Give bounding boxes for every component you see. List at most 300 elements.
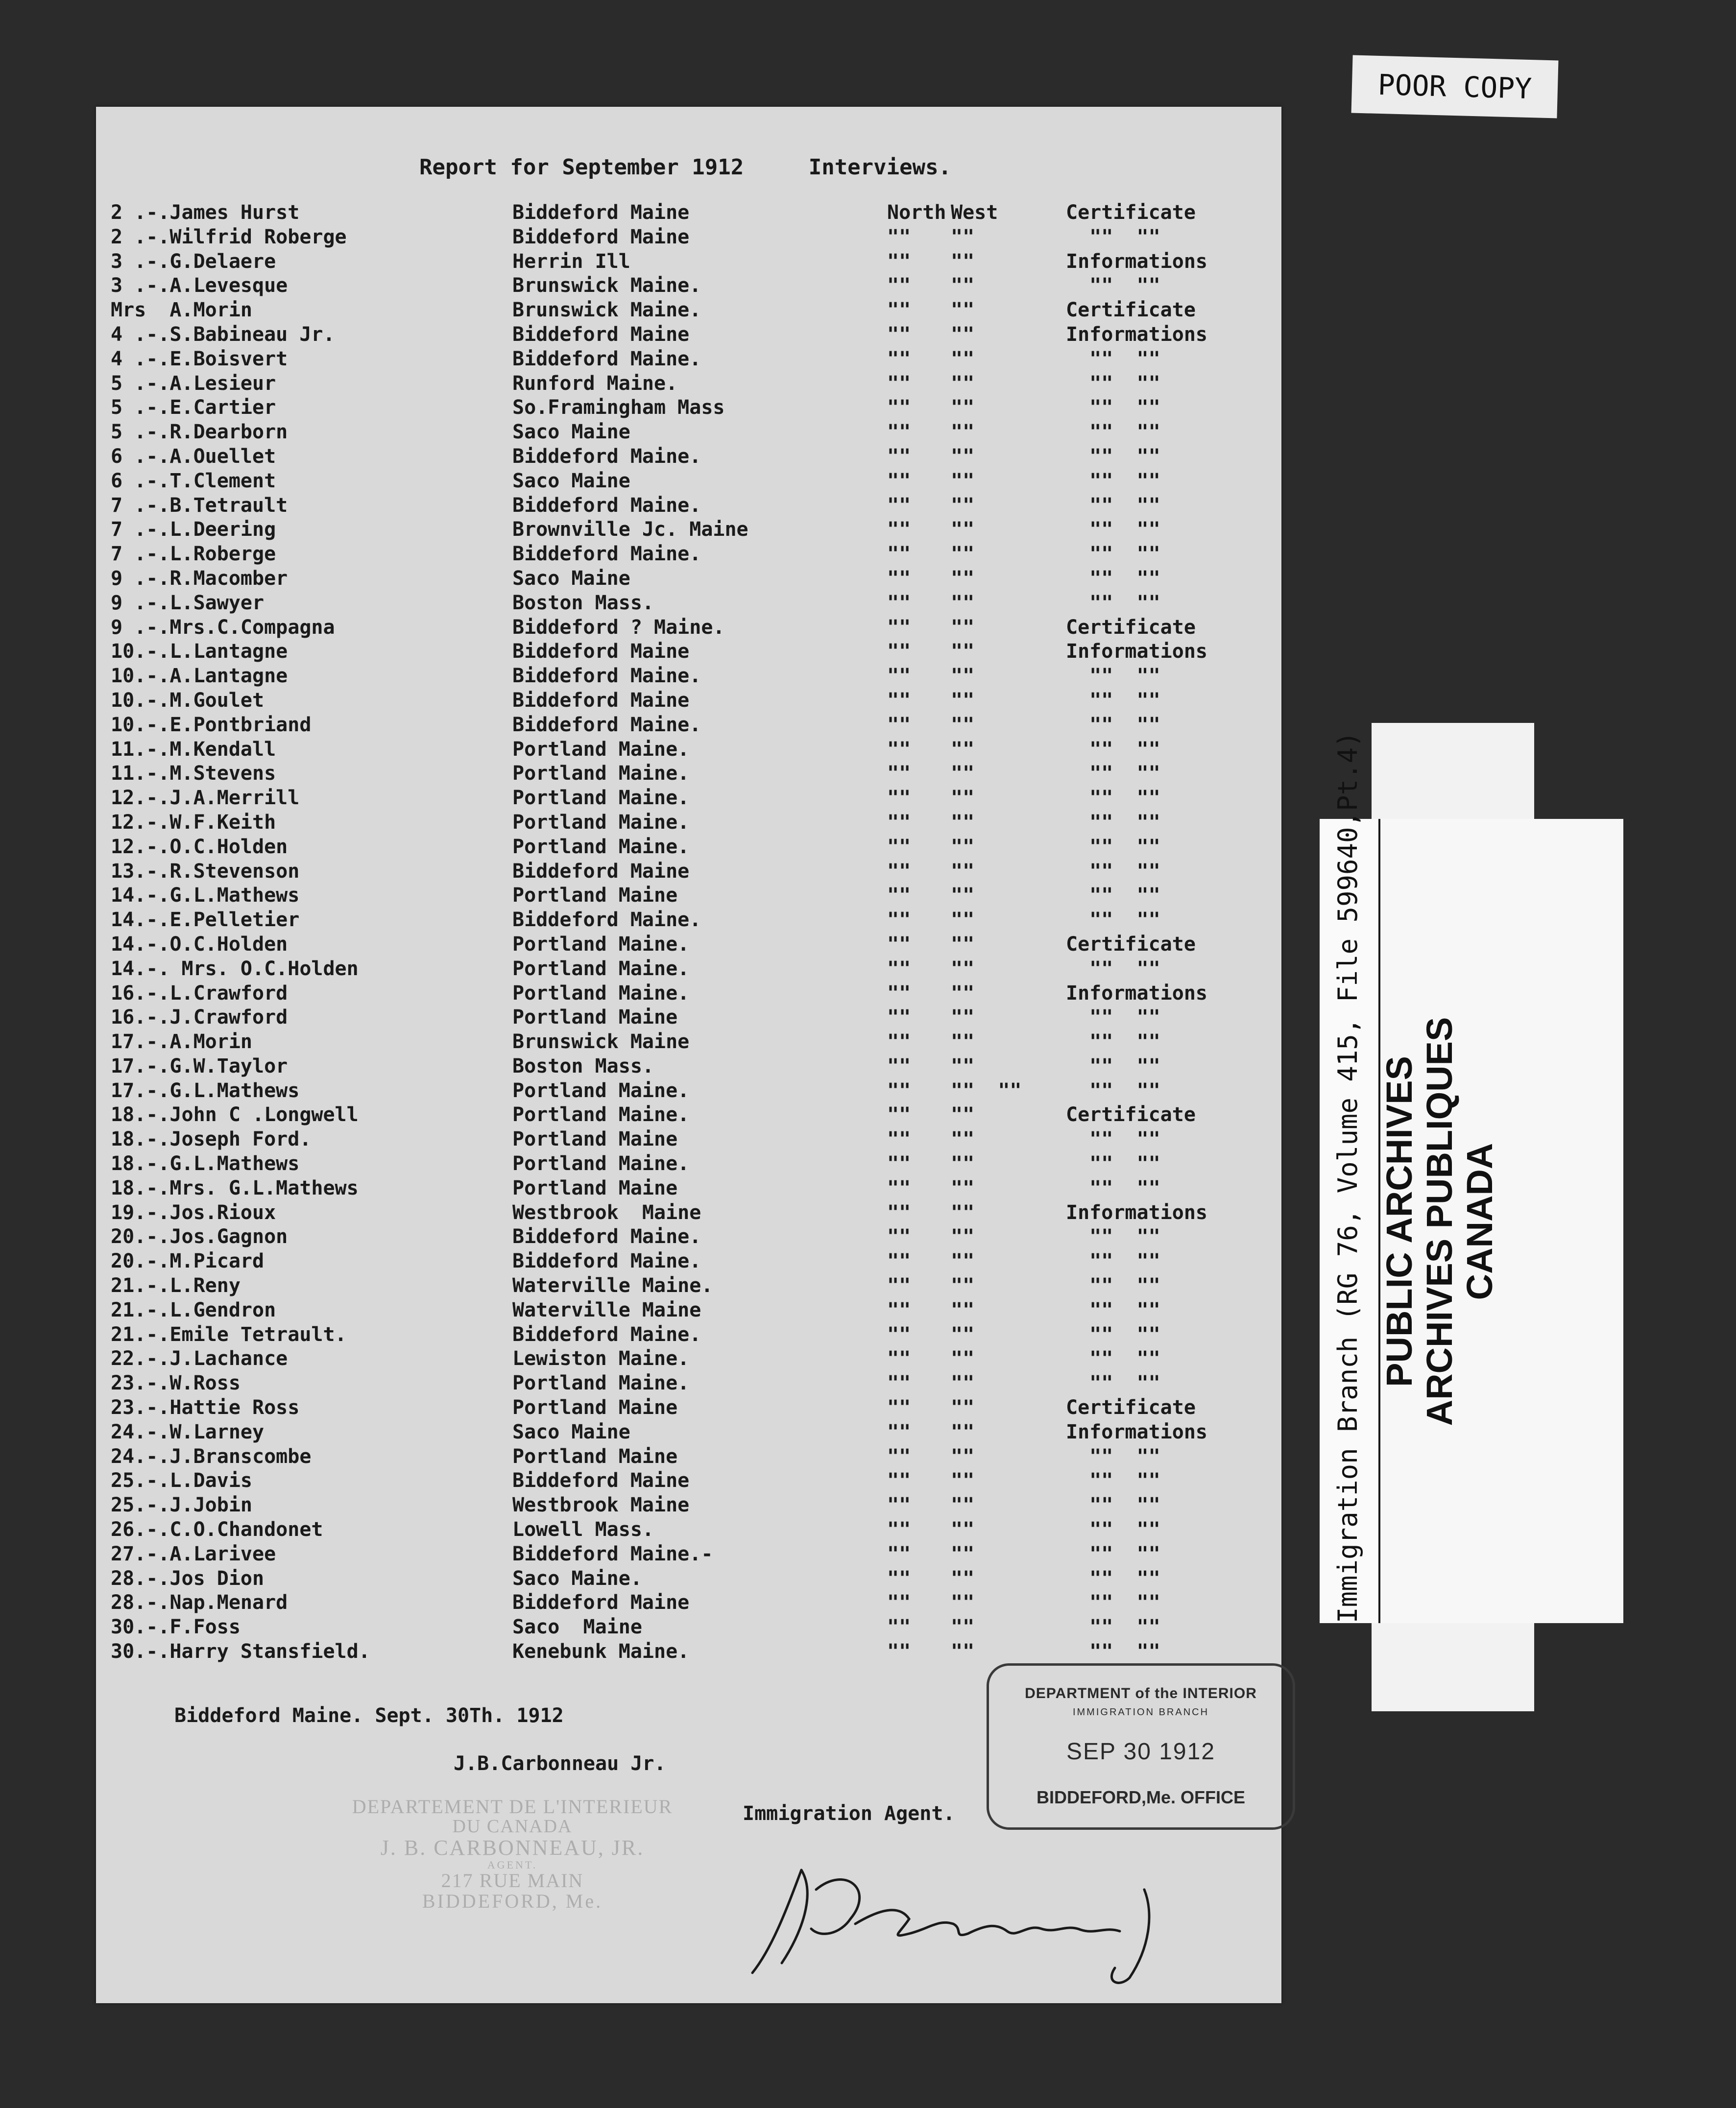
interview-day-name: 30.-.Harry Stansfield. — [111, 1640, 370, 1663]
region-north: "" — [887, 689, 911, 712]
interview-day-name: 13.-.R.Stevenson — [111, 860, 300, 883]
list-item — [96, 1201, 1281, 1225]
region-north: "" — [887, 665, 911, 688]
archive-line-3: CANADA — [1459, 1143, 1500, 1300]
region-west: "" — [951, 372, 975, 395]
interview-place: So.Framingham Mass — [512, 396, 725, 419]
region-north: "" — [887, 250, 911, 273]
region-north: "" — [887, 494, 911, 517]
list-item — [96, 396, 1281, 420]
list-item — [96, 860, 1281, 884]
list-item — [96, 762, 1281, 786]
list-item — [96, 542, 1281, 567]
interview-type: "" "" — [1066, 274, 1160, 297]
region-west: "" — [951, 299, 975, 322]
interview-place: Portland Maine. — [512, 835, 690, 858]
interview-day-name: 5 .-.A.Lesieur — [111, 372, 276, 395]
interview-place: Portland Maine — [512, 1006, 678, 1029]
region-west: "" — [951, 1420, 975, 1443]
interview-day-name: 16.-.J.Crawford — [111, 1006, 288, 1029]
interview-day-name: 6 .-.A.Ouellet — [111, 445, 276, 468]
interview-day-name: 4 .-.E.Boisvert — [111, 347, 288, 370]
region-west: "" — [951, 738, 975, 761]
region-north: "" — [887, 1225, 911, 1248]
region-north: "" — [887, 1494, 911, 1517]
region-west: "" — [951, 909, 975, 932]
interview-type: "" "" — [1066, 811, 1160, 834]
interview-type: "" "" — [1066, 347, 1160, 370]
region-west: "" — [951, 1518, 975, 1541]
region-north: "" — [887, 713, 911, 736]
region-west: "" — [951, 835, 975, 858]
region-north: "" — [887, 1591, 911, 1614]
interview-type: "" "" — [1066, 884, 1160, 907]
region-west: "" — [951, 1103, 975, 1126]
region-west: "" — [951, 1201, 975, 1224]
region-north: North — [887, 201, 946, 224]
interview-type: "" "" — [1066, 1250, 1160, 1273]
interview-day-name: 14.-.E.Pelletier — [111, 909, 300, 932]
interview-place: Portland Maine — [512, 1396, 678, 1419]
interview-day-name: 17.-.G.L.Mathews — [111, 1079, 300, 1102]
region-north: "" — [887, 1372, 911, 1395]
interview-place: Waterville Maine — [512, 1298, 701, 1321]
list-item — [96, 835, 1281, 860]
interview-type: "" "" — [1066, 591, 1160, 614]
region-west: "" — [951, 567, 975, 590]
region-north: "" — [887, 738, 911, 761]
region-north: "" — [887, 591, 911, 614]
interview-place: Herrin Ill — [512, 250, 630, 273]
interview-type: "" "" — [1066, 1006, 1160, 1029]
list-item — [96, 298, 1281, 323]
interview-day-name: 16.-.L.Crawford — [111, 982, 288, 1005]
region-west: "" — [951, 347, 975, 370]
interview-place: Portland Maine — [512, 1128, 678, 1151]
interview-place: Portland Maine — [512, 884, 678, 907]
list-item — [96, 811, 1281, 835]
interview-type: "" "" — [1066, 518, 1160, 541]
region-north: "" — [887, 1274, 911, 1297]
interview-place: Biddeford Maine — [512, 225, 690, 248]
region-west: "" — [951, 1347, 975, 1370]
list-item — [96, 1298, 1281, 1323]
list-item — [96, 1591, 1281, 1615]
list-item — [96, 1152, 1281, 1176]
interview-day-name: 10.-.M.Goulet — [111, 689, 265, 712]
archive-reference: Immigration Branch (RG 76, Volume 415, File 599640,Pt.4) — [1332, 731, 1363, 1623]
list-item — [96, 1371, 1281, 1396]
interview-day-name: 24.-.J.Branscombe — [111, 1445, 312, 1468]
region-west: "" — [951, 665, 975, 688]
stamp-office: BIDDEFORD,Me. OFFICE — [1036, 1787, 1245, 1807]
interview-day-name: 27.-.A.Larivee — [111, 1542, 276, 1565]
list-item — [96, 1518, 1281, 1542]
interview-type: "" "" — [1066, 1591, 1160, 1614]
region-west: "" — [951, 860, 975, 883]
interview-place: Runford Maine. — [512, 372, 678, 395]
interview-type: "" "" — [1066, 1176, 1160, 1199]
region-north: "" — [887, 1030, 911, 1054]
list-item — [96, 1225, 1281, 1249]
interview-type: "" "" — [1066, 1347, 1160, 1370]
region-west: "" — [951, 689, 975, 712]
interview-day-name: 18.-.Mrs. G.L.Mathews — [111, 1176, 359, 1199]
interview-day-name: 3 .-.A.Levesque — [111, 274, 288, 297]
region-north: "" — [887, 957, 911, 980]
interview-place: Biddeford Maine — [512, 201, 690, 224]
office-stamp-line-1: DEPARTEMENT DE L'INTERIEUR — [352, 1796, 673, 1818]
list-item — [96, 957, 1281, 982]
region-north: "" — [887, 518, 911, 541]
region-north: "" — [887, 860, 911, 883]
interview-place: Boston Mass. — [512, 591, 654, 614]
interview-day-name: 19.-.Jos.Rioux — [111, 1201, 276, 1224]
interview-place: Saco Maine — [512, 469, 630, 492]
region-north: "" — [887, 1640, 911, 1663]
list-item — [96, 1127, 1281, 1152]
interview-place: Biddeford Maine — [512, 640, 690, 663]
list-item — [96, 445, 1281, 469]
region-west: "" — [951, 1054, 975, 1078]
document-page — [96, 107, 1281, 2003]
interview-type: Informations — [1066, 250, 1207, 273]
region-north: "" — [887, 1518, 911, 1541]
list-item — [96, 1176, 1281, 1201]
interview-type: "" "" — [1066, 957, 1160, 980]
region-north: "" — [887, 1006, 911, 1029]
interview-type: "" "" — [1066, 543, 1160, 566]
list-item — [96, 1274, 1281, 1298]
office-stamp-line-3: J. B. CARBONNEAU, JR. — [380, 1835, 645, 1860]
region-north: "" — [887, 933, 911, 956]
list-item — [96, 908, 1281, 933]
interview-place: Westbrook Maine — [512, 1494, 690, 1517]
region-north: "" — [887, 835, 911, 858]
interview-place: Lewiston Maine. — [512, 1347, 690, 1370]
region-west: "" — [951, 1323, 975, 1346]
list-item — [96, 494, 1281, 518]
list-item — [96, 1615, 1281, 1640]
interview-day-name: 14.-. Mrs. O.C.Holden — [111, 957, 359, 980]
agent-title: Immigration Agent. — [743, 1802, 955, 1825]
interview-day-name: 18.-.G.L.Mathews — [111, 1152, 300, 1175]
interview-type: "" "" — [1066, 738, 1160, 761]
interview-type: "" "" — [1066, 469, 1160, 492]
region-north: "" — [887, 396, 911, 419]
interview-day-name: 17.-.A.Morin — [111, 1030, 252, 1054]
interview-place: Westbrook Maine — [512, 1201, 701, 1224]
interview-type: "" "" — [1066, 909, 1160, 932]
region-north: "" — [887, 299, 911, 322]
interview-place: Saco Maine — [512, 567, 630, 590]
interview-day-name: 23.-.Hattie Ross — [111, 1396, 300, 1419]
interview-type: "" "" — [1066, 1152, 1160, 1175]
region-west: "" — [951, 421, 975, 444]
list-item — [96, 1323, 1281, 1347]
list-item — [96, 1249, 1281, 1274]
region-north: "" — [887, 811, 911, 834]
interview-place: Portland Maine — [512, 1176, 678, 1199]
region-west: "" — [951, 274, 975, 297]
interview-type: "" "" — [1066, 1225, 1160, 1248]
list-item — [96, 1420, 1281, 1445]
interview-place: Portland Maine. — [512, 957, 690, 980]
region-west: "" — [951, 982, 975, 1005]
interview-day-name: 24.-.W.Larney — [111, 1420, 265, 1443]
stamp-department: DEPARTMENT of the INTERIOR — [1025, 1685, 1257, 1701]
list-item — [96, 250, 1281, 274]
place-date: Biddeford Maine. Sept. 30Th. 1912 — [174, 1704, 564, 1727]
region-west: "" — [951, 811, 975, 834]
interview-place: Saco Maine. — [512, 1567, 642, 1590]
interview-day-name: 28.-.Jos Dion — [111, 1567, 265, 1590]
interview-place: Portland Maine. — [512, 1103, 690, 1126]
region-north: "" — [887, 1128, 911, 1151]
region-north: "" — [887, 225, 911, 248]
list-item — [96, 1493, 1281, 1518]
region-north: "" — [887, 372, 911, 395]
list-item — [96, 469, 1281, 494]
region-west: "" — [951, 1030, 975, 1054]
interview-day-name: 9 .-.R.Macomber — [111, 567, 288, 590]
interview-day-name: 12.-.O.C.Holden — [111, 835, 288, 858]
region-north: "" — [887, 1079, 911, 1102]
interview-type: "" "" — [1066, 1030, 1160, 1054]
region-west: "" — [951, 1274, 975, 1297]
interview-day-name: 4 .-.S.Babineau Jr. — [111, 323, 335, 346]
interview-type: "" "" — [1066, 1079, 1160, 1102]
interview-day-name: 3 .-.G.Delaere — [111, 250, 276, 273]
interview-place: Portland Maine. — [512, 762, 690, 785]
region-north: "" — [887, 982, 911, 1005]
list-item — [96, 616, 1281, 640]
region-west: "" — [951, 494, 975, 517]
interview-day-name: 18.-.Joseph Ford. — [111, 1128, 312, 1151]
signature — [743, 1850, 1223, 1988]
interview-day-name: 9 .-.Mrs.C.Compagna — [111, 616, 335, 639]
interview-day-name: 10.-.E.Pontbriand — [111, 713, 312, 736]
region-north: "" — [887, 274, 911, 297]
poor-copy-label: POOR COPY — [1351, 55, 1559, 119]
region-west: West — [951, 201, 998, 224]
list-item — [96, 738, 1281, 762]
agent-name: J.B.Carbonneau Jr. — [454, 1752, 666, 1775]
interview-day-name: 10.-.A.Lantagne — [111, 665, 288, 688]
office-stamp-line-6: BIDDEFORD, Me. — [422, 1890, 603, 1913]
interview-place: Biddeford Maine — [512, 689, 690, 712]
interview-place: Biddeford Maine. — [512, 1323, 701, 1346]
region-north: "" — [887, 445, 911, 468]
region-north: "" — [887, 1445, 911, 1468]
list-item — [96, 982, 1281, 1006]
interview-place: Portland Maine. — [512, 811, 690, 834]
region-north: "" — [887, 1469, 911, 1492]
region-north: "" — [887, 787, 911, 810]
interview-day-name: 28.-.Nap.Menard — [111, 1591, 288, 1614]
interview-list — [96, 201, 1281, 1664]
region-west: "" — [951, 396, 975, 419]
region-north: "" — [887, 1176, 911, 1199]
region-west: "" — [951, 1298, 975, 1321]
interview-place: Portland Maine. — [512, 787, 690, 810]
region-west: "" — [951, 1445, 975, 1468]
interview-type: "" "" — [1066, 421, 1160, 444]
interview-type: "" "" — [1066, 445, 1160, 468]
region-north: "" — [887, 1103, 911, 1126]
region-north: "" — [887, 1420, 911, 1443]
archive-line-2: ARCHIVES PUBLIQUES — [1419, 1017, 1460, 1426]
interview-place: Biddeford Maine — [512, 323, 690, 346]
region-north: "" — [887, 1250, 911, 1273]
region-west: "" — [951, 543, 975, 566]
interview-place: Brownville Jc. Maine — [512, 518, 748, 541]
interview-type: "" "" — [1066, 1323, 1160, 1346]
region-west: "" — [951, 713, 975, 736]
region-west: "" — [951, 1616, 975, 1639]
list-item — [96, 1445, 1281, 1469]
region-west: "" — [951, 1494, 975, 1517]
list-item — [96, 323, 1281, 347]
interview-place: Biddeford Maine. — [512, 494, 701, 517]
interview-day-name: 25.-.J.Jobin — [111, 1494, 252, 1517]
archive-line-1: PUBLIC ARCHIVES — [1379, 1056, 1420, 1387]
interview-day-name: 25.-.L.Davis — [111, 1469, 252, 1492]
interview-day-name: 14.-.G.L.Mathews — [111, 884, 300, 907]
interview-type: "" "" — [1066, 1298, 1160, 1321]
interview-type: "" "" — [1066, 835, 1160, 858]
interview-type: "" "" — [1066, 665, 1160, 688]
interview-place: Biddeford ? Maine. — [512, 616, 725, 639]
region-north: "" — [887, 1152, 911, 1175]
interview-type: Certificate — [1066, 616, 1196, 639]
department-date-stamp — [987, 1663, 1295, 1830]
interview-place: Portland Maine. — [512, 1079, 690, 1102]
interview-place: Lowell Mass. — [512, 1518, 654, 1541]
interview-type: "" "" — [1066, 372, 1160, 395]
interview-day-name: 17.-.G.W.Taylor — [111, 1054, 288, 1078]
list-item — [96, 1347, 1281, 1371]
interview-type: "" "" — [1066, 1616, 1160, 1639]
region-west: "" — [951, 323, 975, 346]
region-west: "" — [951, 957, 975, 980]
interview-day-name: 21.-.L.Reny — [111, 1274, 241, 1297]
region-north: "" — [887, 1396, 911, 1419]
interview-place: Biddeford Maine. — [512, 713, 701, 736]
interview-type: "" "" — [1066, 713, 1160, 736]
interview-day-name: 7 .-.L.Deering — [111, 518, 276, 541]
region-west: "" — [951, 787, 975, 810]
list-item — [96, 884, 1281, 908]
region-west: "" "" — [951, 1079, 1022, 1102]
interview-day-name: 14.-.O.C.Holden — [111, 933, 288, 956]
interview-place: Boston Mass. — [512, 1054, 654, 1078]
region-west: "" — [951, 1640, 975, 1663]
region-north: "" — [887, 1054, 911, 1078]
interview-place: Biddeford Maine. — [512, 1250, 701, 1273]
interview-place: Biddeford Maine — [512, 860, 690, 883]
interview-day-name: 5 .-.R.Dearborn — [111, 421, 288, 444]
region-north: "" — [887, 1616, 911, 1639]
interview-type: "" "" — [1066, 225, 1160, 248]
interview-place: Biddeford Maine. — [512, 909, 701, 932]
region-west: "" — [951, 884, 975, 907]
interview-type: Certificate — [1066, 201, 1196, 224]
interview-type: "" "" — [1066, 1542, 1160, 1565]
region-north: "" — [887, 347, 911, 370]
interview-type: "" "" — [1066, 1494, 1160, 1517]
interview-type: "" "" — [1066, 1128, 1160, 1151]
interview-day-name: 20.-.M.Picard — [111, 1250, 265, 1273]
interview-place: Brunswick Maine — [512, 1030, 690, 1054]
interview-day-name: 11.-.M.Stevens — [111, 762, 276, 785]
region-west: "" — [951, 762, 975, 785]
region-west: "" — [951, 1250, 975, 1273]
list-item — [96, 713, 1281, 738]
list-item — [96, 640, 1281, 664]
list-item — [96, 1640, 1281, 1664]
archive-stamp — [1379, 820, 1526, 1623]
interview-type: Informations — [1066, 1201, 1207, 1224]
list-item — [96, 689, 1281, 713]
region-west: "" — [951, 225, 975, 248]
interview-day-name: 21.-.L.Gendron — [111, 1298, 276, 1321]
list-item — [96, 1542, 1281, 1567]
office-stamp — [292, 1797, 733, 1912]
interview-place: Portland Maine. — [512, 933, 690, 956]
interview-type: "" "" — [1066, 1445, 1160, 1468]
list-item — [96, 372, 1281, 396]
region-west: "" — [951, 933, 975, 956]
region-north: "" — [887, 421, 911, 444]
list-item — [96, 1079, 1281, 1103]
list-item — [96, 786, 1281, 811]
interview-day-name: 20.-.Jos.Gagnon — [111, 1225, 288, 1248]
region-north: "" — [887, 543, 911, 566]
interview-place: Portland Maine. — [512, 1152, 690, 1175]
list-item — [96, 1030, 1281, 1054]
interview-day-name: 22.-.J.Lachance — [111, 1347, 288, 1370]
interview-day-name: 12.-.J.A.Merrill — [111, 787, 300, 810]
interview-place: Brunswick Maine. — [512, 299, 701, 322]
interview-day-name: 11.-.M.Kendall — [111, 738, 276, 761]
interview-place: Kenebunk Maine. — [512, 1640, 690, 1663]
region-north: "" — [887, 884, 911, 907]
region-west: "" — [951, 1591, 975, 1614]
interview-day-name: 9 .-.L.Sawyer — [111, 591, 265, 614]
region-north: "" — [887, 1567, 911, 1590]
list-item — [96, 420, 1281, 445]
region-west: "" — [951, 445, 975, 468]
report-title: Report for September 1912 Interviews. — [419, 155, 952, 180]
region-north: "" — [887, 1347, 911, 1370]
interview-type: "" "" — [1066, 1372, 1160, 1395]
interview-day-name: 21.-.Emile Tetrault. — [111, 1323, 347, 1346]
region-west: "" — [951, 1372, 975, 1395]
list-item — [96, 664, 1281, 689]
interview-day-name: 12.-.W.F.Keith — [111, 811, 276, 834]
region-west: "" — [951, 1225, 975, 1248]
region-west: "" — [951, 1176, 975, 1199]
list-item — [96, 1054, 1281, 1079]
interview-type: "" "" — [1066, 787, 1160, 810]
list-item — [96, 347, 1281, 372]
interview-day-name: 26.-.C.O.Chandonet — [111, 1518, 323, 1541]
interview-type: "" "" — [1066, 689, 1160, 712]
region-north: "" — [887, 640, 911, 663]
office-stamp-line-2: DU CANADA — [452, 1816, 573, 1837]
interview-place: Portland Maine. — [512, 982, 690, 1005]
